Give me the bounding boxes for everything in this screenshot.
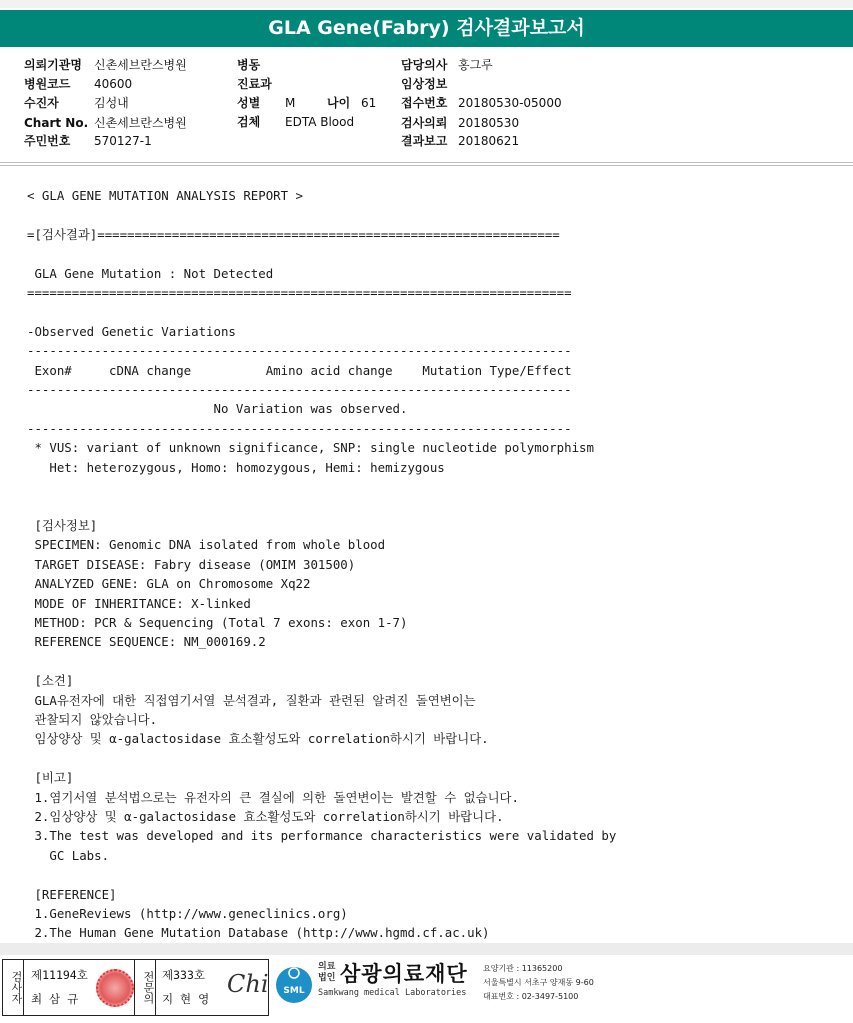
signature-footer [0, 956, 853, 1023]
seal-stamp-icon [96, 969, 134, 1007]
info-resident-no: 주민번호 570127-1 [24, 134, 152, 148]
org-name: 삼광의료재단 [340, 962, 468, 986]
org-type: 의료 법인 [318, 962, 336, 983]
sml-logo-icon [272, 961, 316, 1005]
specialist-label: 전문의 [134, 960, 156, 1015]
report-title: GLA Gene(Fabry) 검사결과보고서 [0, 10, 853, 47]
info-hospital-code: 병원코드 40600 [24, 77, 133, 91]
info-patient-name: 수진자 김성내 [24, 96, 129, 110]
footer-divider [0, 943, 853, 955]
top-strip [0, 0, 853, 8]
header-divider [0, 162, 853, 163]
signature-box [2, 959, 269, 1016]
org-phone: 대표번호 : 02-3497-5100 [483, 992, 579, 1001]
info-ward: 병동 [237, 58, 261, 72]
info-request-date: 검사의뢰 20180530 [401, 116, 520, 130]
info-sex: 성별 M [237, 96, 296, 110]
info-receipt-no: 접수번호 20180530-05000 [401, 96, 562, 110]
info-chart-no: Chart No. 신촌세브란스병원 [24, 116, 187, 130]
signature-image: Chi [227, 970, 269, 998]
org-english-name: Samkwang medical Laboratories [318, 988, 467, 998]
info-specimen: 검체 EDTA Blood [237, 115, 355, 129]
info-clinical-info: 임상정보 [401, 77, 448, 91]
org-address: 서울특별시 서초구 양재동 9-60 [483, 978, 594, 987]
report-body: < GLA GENE MUTATION ANALYSIS REPORT > =[검사결과]============================================================== GLA Gene Mutation : Not Detected ========================================================================= -Observed Genetic Variations ------------------------------------------------------------------------- Exon# cDNA change Amino acid change Mutation Type/Effect ------------------------------------------------------------------------- No Variation was observed. ------------------------------------------------------------------------- * VUS: variant of unknown significance, SNP: single nucleotide polymorphism Het: heterozygous, Homo: homozygous, Hemi: hemizygous [검사정보] SPECIMEN: Genomic DNA isolated from whole blood TARGET DISEASE: Fabry disease (OMIM 301500) ANALYZED GENE: GLA on Chromosome Xq22 MODE OF INHERITANCE: X-linked METHOD: PCR & Sequencing (Total 7 exons: exon 1-7) REFERENCE SEQUENCE: NM_000169.2 [소견] GLA유전자에 대한 직접염기서열 분석결과, 질환과 관련된 알려진 돌연변이는 관찰되지 않았습니다. 임상양상 및 α-galactosidase 효소활성도와 correlation하시기 바랍니다. [비고] 1.염기서열 분석법으로는 유전자의 큰 결실에 의한 돌연변이는 발견할 수 없습니다. 2.임상양상 및 α-galactosidase 효소활성도와 correlation하시기 바랍니다. 3.The test was developed and its performance characteristics were validated by GC Labs. [REFERENCE] 1.GeneReviews (http://www.geneclinics.org) 2.The Human Gene Mutation Database (http://www.hgmd.cf.ac.uk) [27, 188, 617, 941]
info-age: 나이 61 [327, 96, 377, 110]
org-code: 요양기관 : 11365200 [483, 964, 563, 973]
logo-text: SML [283, 986, 305, 996]
specialist-license-no: 제333호 [162, 968, 205, 982]
info-doctor: 담당의사 홍그루 [401, 58, 493, 72]
info-requesting-institution: 의뢰기관명 신촌세브란스병원 [24, 58, 187, 72]
header-divider-secondary [0, 165, 853, 166]
examiner-license-no: 제11194호 [31, 968, 88, 982]
patient-info-panel [0, 54, 853, 156]
specialist-name: 지 현 영 [162, 992, 210, 1006]
org-contact [483, 962, 594, 1004]
examiner-name: 최 삼 규 [31, 992, 79, 1006]
examiner-label: 검사자 [3, 960, 24, 1015]
info-report-date: 결과보고 20180621 [401, 134, 520, 148]
info-department: 진료과 [237, 77, 272, 91]
